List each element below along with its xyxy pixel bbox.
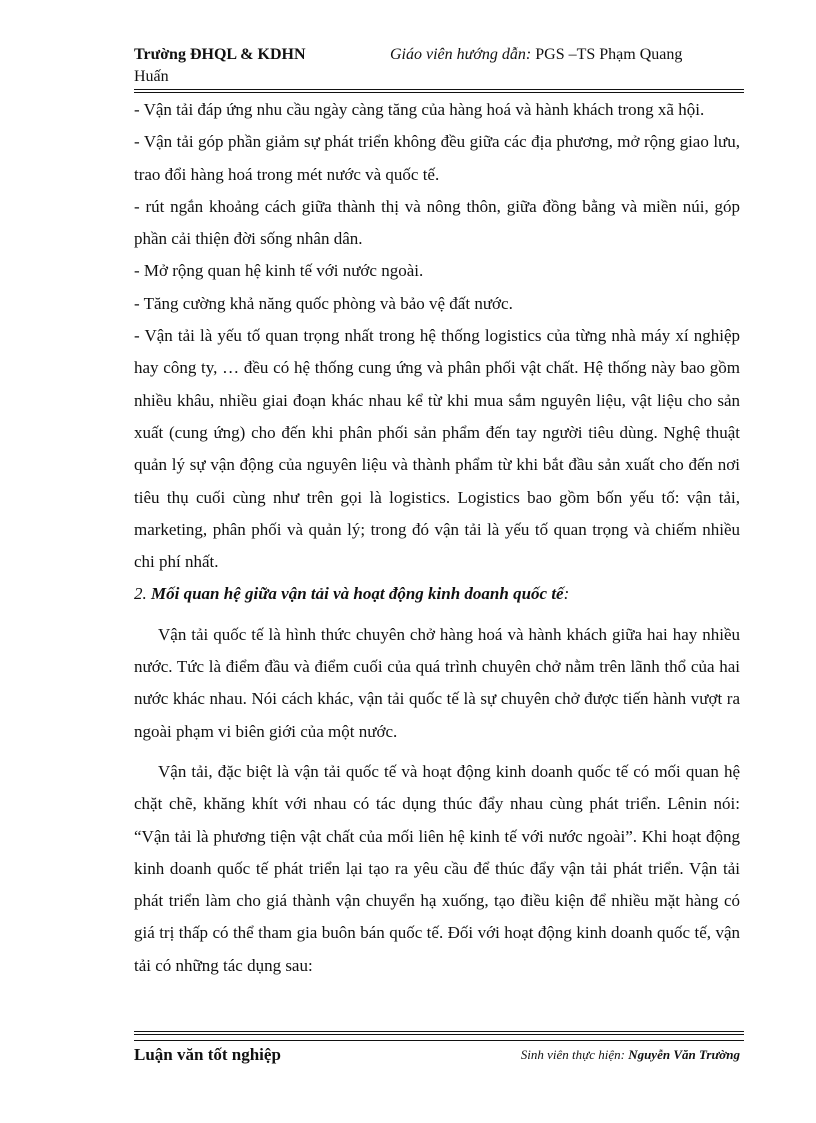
section-heading [134, 578, 740, 610]
header-advisor [390, 44, 682, 66]
bullet-paragraph: - Mở rộng quan hệ kinh tế với nước ngoài. [134, 261, 424, 281]
footer-student [521, 1047, 740, 1063]
bullet-paragraph: - Vận tải đáp ứng nhu cầu ngày càng tăng của hàng hoá và hành khách trong xã hội. [134, 100, 705, 119]
footer-rule [134, 1031, 744, 1039]
heading-number: 2. [134, 584, 151, 604]
body-paragraph: Vận tải quốc tế là hình thức chuyên chở hàng hoá và hành khách giữa hai hay nhiều nước. Tức là điểm đầu và điểm cuối của quá trình chuyên chở nằm trên lãnh thổ của hai nước khác nhau. Nói cách khác, vận tải quốc tế là sự chuyên chở được tiến hành vượt ra ngoài phạm vi biên giới của một nước. [134, 624, 740, 741]
header-school: Trường ĐHQL & KDHN [134, 46, 306, 63]
student-label: Sinh viên thực hiện: [520, 1047, 629, 1062]
bullet-paragraph: - rút ngắn khoảng cách giữa thành thị và nông thôn, giữa đồng bằng và miền núi, góp phần cải thiện đời sống nhân dân. [134, 196, 740, 249]
advisor-label: Giáo viên hướng dẫn: [390, 46, 532, 63]
page-footer [134, 1045, 744, 1069]
header-rule [134, 89, 744, 93]
page-body [134, 94, 740, 982]
heading-colon: : [563, 584, 570, 604]
body-paragraph: Vận tải, đặc biệt là vận tải quốc tế và hoạt động kinh doanh quốc tế có mối quan hệ chặt chẽ, khăng khít với nhau có tác dụng thúc đẩy nhau cùng phát triển. Lênin nói: “Vận tải là phương tiện vật chất của mối liên hệ kinh tế với nước ngoài”. Khi hoạt động kinh doanh quốc tế phát triển lại tạo ra yêu cầu để thúc đẩy vận tải phát triển. Vận tải phát triển làm cho giá thành vận chuyển hạ xuống, tạo điều kiện để nhiều mặt hàng có giá trị thấp có thể tham gia buôn bán quốc tế. Đối với hoạt động kinh doanh quốc tế, vận tải có những tác dụng sau: [134, 761, 740, 975]
heading-title: Mối quan hệ giữa vận tải và hoạt động kinh doanh quốc tế [151, 584, 564, 604]
bullet-paragraph: - Vận tải là yếu tố quan trọng nhất trong hệ thống logistics của từng nhà máy xí nghiệp hay công ty, … đều có hệ thống cung ứng và phân phối vật chất. Hệ thống này bao gồm nhiều khâu, nhiều giai đoạn khác nhau kể từ khi mua sắm nguyên liệu, vật liệu cho sản xuất (cung ứng) cho đến khi phân phối sản phẩm đến tay người tiêu dùng. Nghệ thuật quản lý sự vận động của nguyên liệu và thành phẩm từ khi bắt đầu sản xuất cho đến nơi tiêu thụ cuối cùng như trên gọi là logistics. Logistics bao gồm bốn yếu tố: vận tải, marketing, phân phối và quản lý; trong đó vận tải là yếu tố quan trọng và chiếm nhiều chi phí nhất. [134, 326, 740, 572]
bullet-paragraph: - Tăng cường khả năng quốc phòng và bảo vệ đất nước. [134, 293, 513, 313]
student-name: Nguyễn Văn Trường [628, 1047, 740, 1062]
advisor-name-continued: Huấn [134, 68, 169, 85]
advisor-name: PGS –TS Phạm Quang [531, 46, 683, 63]
footer-rule-thin [134, 1040, 744, 1041]
bullet-paragraph: - Vận tải góp phần giảm sự phát triển không đều giữa các địa phương, mở rộng giao lưu, trao đổi hàng hoá trong mét nước và quốc tế. [134, 132, 740, 184]
page-header [134, 44, 744, 88]
footer-thesis: Luận văn tốt nghiệp [134, 1045, 281, 1064]
